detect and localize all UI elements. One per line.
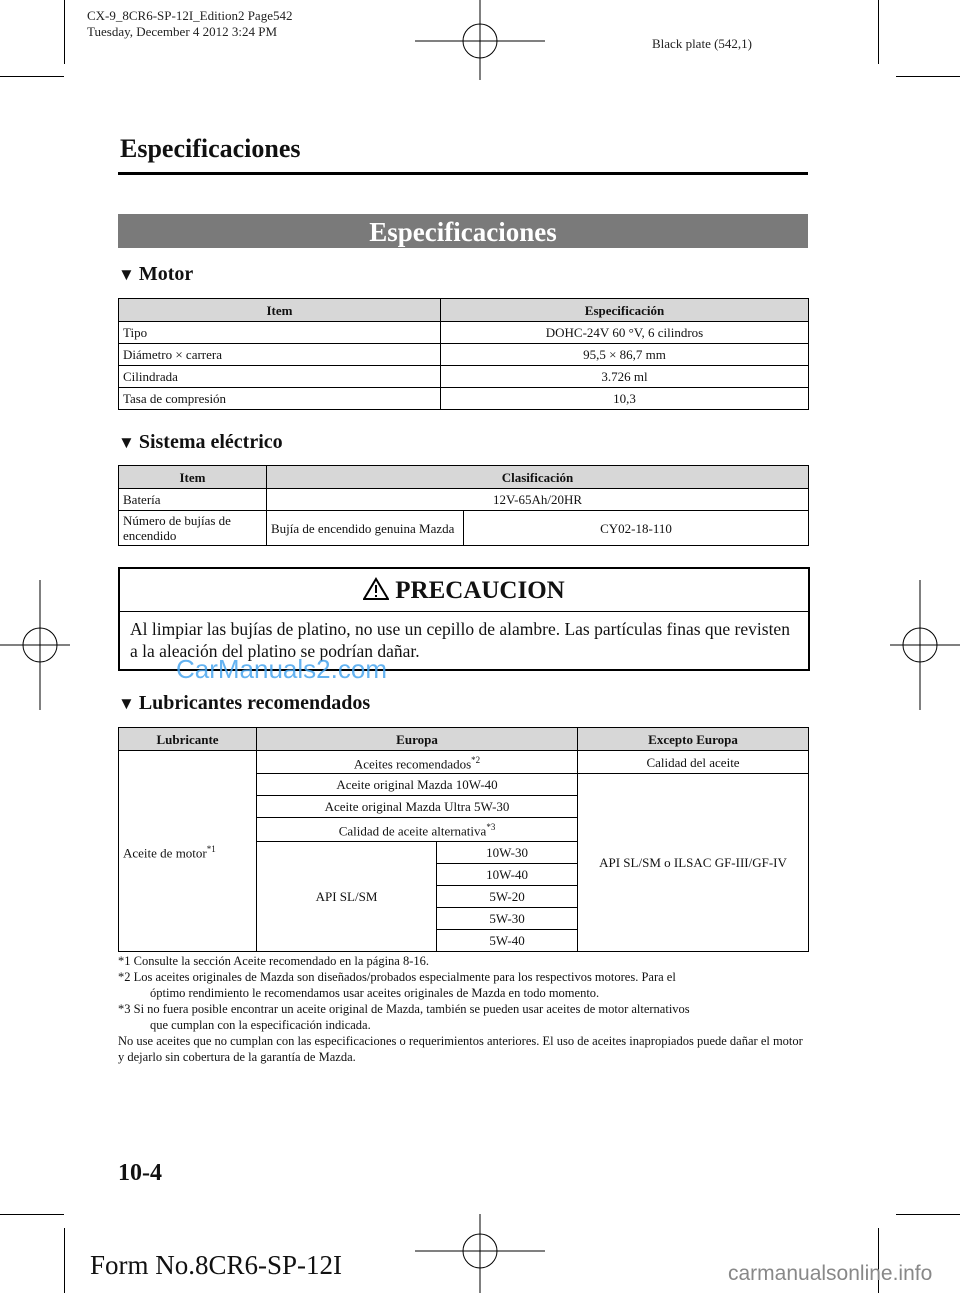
table-cell: 12V-65Ah/20HR bbox=[267, 489, 809, 511]
table-cell: Tasa de compresión bbox=[119, 388, 441, 410]
footnote-ref: *2 bbox=[471, 755, 481, 765]
table-cell bbox=[119, 751, 257, 952]
table-cell: 10W-40 bbox=[437, 863, 578, 885]
table-cell: 10W-30 bbox=[437, 841, 578, 863]
table-header: Europa bbox=[257, 728, 578, 751]
table-cell: Diámetro × carrera bbox=[119, 344, 441, 366]
caution-title: PRECAUCION bbox=[395, 577, 565, 604]
triangle-down-icon: ▼ bbox=[118, 433, 135, 452]
table-cell: Tipo bbox=[119, 322, 441, 344]
registration-mark-icon bbox=[415, 1214, 545, 1293]
crop-mark bbox=[64, 1228, 65, 1293]
watermark-text: CarManuals2.com bbox=[176, 654, 387, 684]
table-cell: API SL/SM bbox=[257, 841, 437, 951]
table-cell: Batería bbox=[119, 489, 267, 511]
footnote: que cumplan con la especificación indicada. bbox=[150, 1018, 371, 1032]
table-header-row bbox=[119, 466, 809, 489]
alt-quality-label: Calidad de aceite alternativa bbox=[338, 823, 487, 839]
table-cell: 3.726 ml bbox=[441, 366, 809, 388]
table-header: Clasificación bbox=[267, 466, 809, 489]
table-cell: DOHC-24V 60 °V, 6 cilindros bbox=[441, 322, 809, 344]
footnote-ref: *3 bbox=[486, 822, 496, 833]
motor-heading bbox=[118, 263, 193, 286]
printer-info bbox=[87, 8, 292, 40]
table-cell: Número de bujías de encendido bbox=[119, 511, 267, 546]
table-cell: 10,3 bbox=[441, 388, 809, 410]
footnote: No use aceites que no cumplan con las especificaciones o requerimientos anteriores. El uso de aceites inapropiados puede dañar el motor y dejarlo sin cobertura de la garantía de Mazda. bbox=[118, 1034, 803, 1064]
rec-oils-label: Aceites recomendados bbox=[353, 756, 472, 772]
table-row bbox=[119, 489, 809, 511]
crop-mark bbox=[896, 76, 960, 77]
crop-mark bbox=[0, 1214, 64, 1215]
table-row bbox=[119, 511, 809, 546]
crop-mark bbox=[878, 0, 879, 64]
triangle-down-icon: ▼ bbox=[118, 265, 135, 284]
footnote: *2 Los aceites originales de Mazda son diseñados/probados especialmente para los respectivos motores. Para el bbox=[118, 970, 676, 984]
motor-table bbox=[118, 298, 809, 410]
table-row bbox=[119, 388, 809, 410]
form-number: Form No.8CR6-SP-12I bbox=[90, 1250, 343, 1280]
table-cell: API SL/SM o ILSAC GF-III/GF-IV bbox=[578, 774, 809, 951]
table-cell: 5W-40 bbox=[437, 929, 578, 951]
table-header: Item bbox=[119, 466, 267, 489]
section-title: Especificaciones bbox=[120, 134, 301, 163]
table-header: Lubricante bbox=[119, 728, 257, 751]
lubricants-table bbox=[118, 727, 809, 952]
table-cell bbox=[257, 751, 578, 774]
caution-text: Al limpiar las bujías de platino, no use un cepillo de alambre. Las partículas finas que revisten a la aleación del platino se podrían dañar. bbox=[130, 619, 790, 661]
table-header: Item bbox=[119, 299, 441, 322]
warning-icon bbox=[363, 577, 389, 601]
electrical-heading bbox=[118, 431, 283, 454]
lubricant-name: Aceite de motor bbox=[123, 844, 207, 860]
table-header: Excepto Europa bbox=[578, 728, 809, 751]
printer-line-2: Tuesday, December 4 2012 3:24 PM bbox=[87, 24, 278, 39]
lubricants-heading bbox=[118, 692, 370, 715]
motor-heading-text: Motor bbox=[138, 263, 194, 285]
table-row bbox=[119, 751, 809, 774]
registration-mark-icon bbox=[0, 580, 70, 710]
table-header: Especificación bbox=[441, 299, 809, 322]
table-cell: 5W-30 bbox=[437, 907, 578, 929]
footnotes bbox=[118, 953, 808, 1065]
registration-mark-icon bbox=[890, 580, 960, 710]
caution-header bbox=[120, 569, 808, 612]
table-cell: Aceite original Mazda Ultra 5W-30 bbox=[257, 796, 578, 818]
table-cell: CY02-18-110 bbox=[464, 511, 809, 546]
crop-mark bbox=[896, 1214, 960, 1215]
table-header-row bbox=[119, 728, 809, 751]
table-row bbox=[119, 344, 809, 366]
crop-mark bbox=[0, 76, 64, 77]
electrical-table bbox=[118, 465, 809, 546]
page-number: 10-4 bbox=[118, 1160, 162, 1186]
title-rule bbox=[118, 172, 808, 175]
table-cell: Aceite original Mazda 10W-40 bbox=[257, 774, 578, 796]
footnote: *1 Consulte la sección Aceite recomendado en la página 8-16. bbox=[118, 954, 430, 968]
printer-line-1: CX-9_8CR6-SP-12I_Edition2 Page542 bbox=[87, 8, 293, 23]
triangle-down-icon: ▼ bbox=[118, 694, 135, 713]
electrical-heading-text: Sistema eléctrico bbox=[138, 431, 283, 453]
footnote: óptimo rendimiento le recomendamos usar aceites originales de Mazda en todo momento. bbox=[150, 986, 600, 1000]
plate-label: Black plate (542,1) bbox=[652, 36, 752, 51]
banner-title: Especificaciones bbox=[118, 214, 808, 248]
footnote-ref: *1 bbox=[206, 843, 216, 854]
footer-watermark: carmanualsonline.info bbox=[728, 1262, 933, 1285]
table-cell: Bujía de encendido genuina Mazda bbox=[267, 511, 464, 546]
table-row bbox=[119, 322, 809, 344]
table-row bbox=[119, 366, 809, 388]
table-header-row bbox=[119, 299, 809, 322]
table-cell bbox=[257, 818, 578, 841]
lubricants-heading-text: Lubricantes recomendados bbox=[138, 692, 371, 714]
table-cell: Calidad del aceite bbox=[578, 751, 809, 774]
footnote: *3 Si no fuera posible encontrar un aceite original de Mazda, también se pueden usar aceites de motor alternativos bbox=[118, 1002, 690, 1016]
table-cell: 95,5 × 86,7 mm bbox=[441, 344, 809, 366]
table-cell: Cilindrada bbox=[119, 366, 441, 388]
registration-mark-icon bbox=[415, 0, 545, 80]
crop-mark bbox=[64, 0, 65, 64]
table-cell: 5W-20 bbox=[437, 885, 578, 907]
